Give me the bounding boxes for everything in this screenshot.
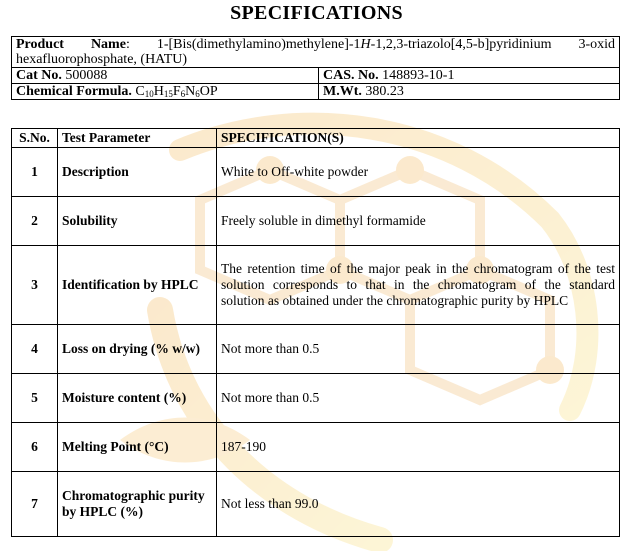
row-sno: 2 bbox=[12, 197, 58, 246]
mwt-cell bbox=[319, 84, 620, 100]
row-parameter: Chromatographic purity by HPLC (%) bbox=[58, 472, 217, 537]
specification-table bbox=[11, 128, 620, 537]
row-specification: Not more than 0.5 bbox=[217, 374, 620, 423]
mwt-value: 380.23 bbox=[365, 84, 404, 99]
table-row bbox=[12, 374, 620, 423]
formula-label: Chemical Formula. bbox=[16, 84, 132, 99]
row-sno: 5 bbox=[12, 374, 58, 423]
row-specification: The retention time of the major peak in the chromatogram of the test solution corresponds to that in the chromatogram of the standard solution as obtained under the chromatographic purity by HPLC bbox=[217, 246, 620, 325]
mwt-label: M.Wt. bbox=[323, 84, 362, 99]
table-row bbox=[12, 148, 620, 197]
row-sno: 1 bbox=[12, 148, 58, 197]
product-name-italic: H bbox=[360, 37, 371, 52]
row-sno: 4 bbox=[12, 325, 58, 374]
row-specification: 187-190 bbox=[217, 423, 620, 472]
product-name-label: Product Name bbox=[16, 37, 126, 52]
row-parameter: Description bbox=[58, 148, 217, 197]
table-row bbox=[12, 472, 620, 537]
cat-no-label: Cat No. bbox=[16, 68, 62, 83]
cas-no-value: 148893-10-1 bbox=[382, 68, 455, 83]
table-row bbox=[12, 197, 620, 246]
table-row bbox=[12, 246, 620, 325]
row-parameter: Loss on drying (% w/w) bbox=[58, 325, 217, 374]
row-sno: 7 bbox=[12, 472, 58, 537]
product-name-prefix: 1-[Bis(dimethylamino)methylene]-1 bbox=[156, 37, 361, 52]
product-info-table bbox=[11, 36, 620, 100]
row-parameter: Moisture content (%) bbox=[58, 374, 217, 423]
row-parameter: Solubility bbox=[58, 197, 217, 246]
header-parameter: Test Parameter bbox=[58, 129, 217, 148]
cas-no-label: CAS. No. bbox=[323, 68, 379, 83]
table-header-row bbox=[12, 129, 620, 148]
header-specification: SPECIFICATION(S) bbox=[217, 129, 620, 148]
row-parameter: Identification by HPLC bbox=[58, 246, 217, 325]
header-sno: S.No. bbox=[12, 129, 58, 148]
row-specification: White to Off-white powder bbox=[217, 148, 620, 197]
table-row bbox=[12, 423, 620, 472]
cat-no-value: 500088 bbox=[65, 68, 108, 83]
row-specification: Not less than 99.0 bbox=[217, 472, 620, 537]
cas-no-cell bbox=[319, 68, 620, 84]
row-specification: Freely soluble in dimethyl formamide bbox=[217, 197, 620, 246]
formula-value: $C_{10}H_{15}F_6N_6OP$ bbox=[135, 84, 218, 99]
page-title: SPECIFICATIONS bbox=[230, 2, 403, 24]
row-specification: Not more than 0.5 bbox=[217, 325, 620, 374]
cat-no-cell bbox=[12, 68, 319, 84]
formula-cell bbox=[12, 84, 319, 100]
row-sno: 3 bbox=[12, 246, 58, 325]
product-name-cell: Product Name: 1-[Bis(dimethylamino)methylene]-1H-1,2,3-triazolo[4,5-b]pyridinium 3-oxid hexafluorophosphate, (HATU) bbox=[12, 37, 620, 68]
table-row bbox=[12, 325, 620, 374]
row-sno: 6 bbox=[12, 423, 58, 472]
row-parameter: Melting Point (°C) bbox=[58, 423, 217, 472]
product-name-suffix: -1,2,3-triazolo[4,5-b]pyridinium 3-oxid hexafluorophosphate, (HATU) bbox=[16, 37, 615, 67]
